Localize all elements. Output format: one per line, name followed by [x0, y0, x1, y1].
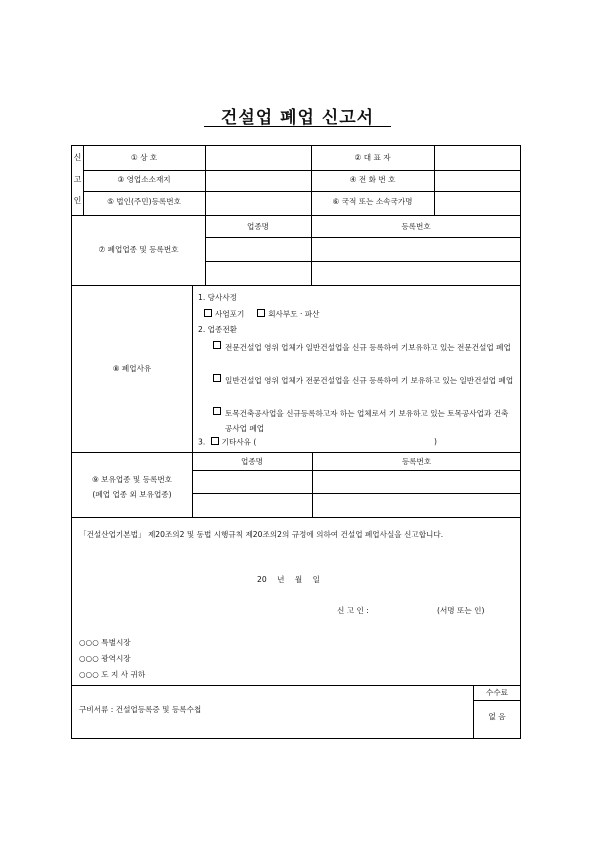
row-divider	[83, 191, 521, 192]
give-up-checkbox[interactable]	[204, 309, 212, 317]
reason2c-text: 토목건축공사업을 신규등록하고자 하는 업체로서 기 보유하고 있는 토목공사업과 건축공사업 폐업	[225, 409, 509, 433]
form-frame	[71, 145, 521, 739]
retained-label-line1: ⑨ 보유업종 및 등록번호	[91, 475, 173, 484]
reason-item1-options	[204, 309, 319, 320]
declaration-date: 20 년 월 일	[257, 575, 320, 584]
row-divider	[72, 285, 521, 286]
row-divider	[72, 685, 521, 686]
reason2c-checkbox-wrap	[213, 407, 224, 418]
trade-name-label: ① 상 호	[130, 153, 158, 162]
reason2b-checkbox-wrap	[213, 374, 224, 385]
row-divider	[205, 261, 521, 262]
recipient-metro: ○○○ 광역시장	[79, 654, 131, 663]
reason2c-checkbox[interactable]	[213, 407, 221, 415]
retained-label-line2: (폐업 업종 외 보유업종)	[92, 490, 172, 499]
recipient-province: ○○○ 도 지 사 귀하	[79, 670, 146, 679]
row-divider	[83, 170, 521, 171]
closing-reason-label: ⑧ 폐업사유	[112, 364, 152, 373]
col-divider	[205, 146, 206, 285]
title-underline	[204, 126, 391, 127]
reason2a-checkbox[interactable]	[213, 341, 221, 349]
reason2a-checkbox-wrap	[213, 341, 224, 352]
reason2b-checkbox[interactable]	[213, 374, 221, 382]
form-title: 건설업 폐업 신고서	[220, 108, 375, 128]
retained-number-header: 등록번호	[401, 457, 432, 466]
closing-type-header: 업종명	[246, 222, 269, 231]
applicant-side-char: 신	[73, 153, 82, 162]
bankrupt-checkbox[interactable]	[257, 309, 265, 317]
reason-item3-number: 3.	[198, 437, 206, 447]
col-divider	[434, 146, 435, 215]
row-divider	[72, 452, 521, 453]
give-up-option: 사업포기	[215, 309, 245, 319]
col-divider	[192, 285, 193, 517]
recipient-seoul: ○○○ 특별시장	[79, 638, 131, 647]
nationality-label: ⑥ 국적 또는 소속국가명	[332, 197, 413, 206]
row-divider	[192, 493, 521, 494]
reason-item1: 1. 당사사정	[198, 293, 238, 302]
row-divider	[205, 237, 521, 238]
signature-note: (서명 또는 인)	[437, 606, 485, 615]
reason-item2: 2. 업종전환	[198, 325, 238, 334]
row-divider	[72, 215, 521, 216]
closing-business-label: ⑦ 폐업업종 및 등록번호	[98, 245, 179, 254]
row-divider	[473, 700, 521, 701]
phone-label: ④ 전 화 번 호	[349, 175, 396, 184]
bankrupt-option: 회사부도 · 파산	[268, 309, 320, 319]
closing-number-header: 등록번호	[401, 222, 431, 231]
reason2a-text: 전문건설업 영위 업체가 일반건설업을 신규 등록하여 기보유하고 있는 전문건설업 폐업	[225, 343, 511, 352]
other-reason-checkbox[interactable]	[211, 437, 219, 445]
reason-item3	[198, 437, 256, 448]
other-reason-text: 기타사유 (	[221, 437, 257, 447]
row-divider	[192, 470, 521, 471]
fee-label: 수수료	[485, 688, 508, 697]
fee-value: 없 음	[488, 712, 506, 721]
reporter-label: 신 고 인 :	[337, 606, 369, 615]
declaration-text: 「건설산업기본법」 제20조의2 및 동법 시행규칙 제20조의2의 규정에 의하여 건설업 폐업사실을 신고합니다.	[79, 530, 444, 539]
corp-number-label: ⑤ 법인(주민)등록번호	[107, 197, 181, 206]
office-address-label: ③ 영업소소재지	[117, 175, 171, 184]
applicant-side-char: 인	[73, 196, 82, 205]
applicant-side-char: 고	[73, 175, 82, 184]
col-divider	[311, 146, 312, 285]
reason2b-text: 일반건설업 영위 업체가 전문건설업을 신규 등록하여 기 보유하고 있는 일반건설업 폐업	[225, 376, 514, 385]
other-reason-close: )	[434, 437, 437, 446]
retained-type-header: 업종명	[240, 457, 263, 466]
required-documents: 구비서류 : 건설업등록증 및 등록수첩	[79, 705, 202, 714]
row-divider	[72, 517, 521, 518]
representative-label: ② 대 표 자	[354, 153, 391, 162]
